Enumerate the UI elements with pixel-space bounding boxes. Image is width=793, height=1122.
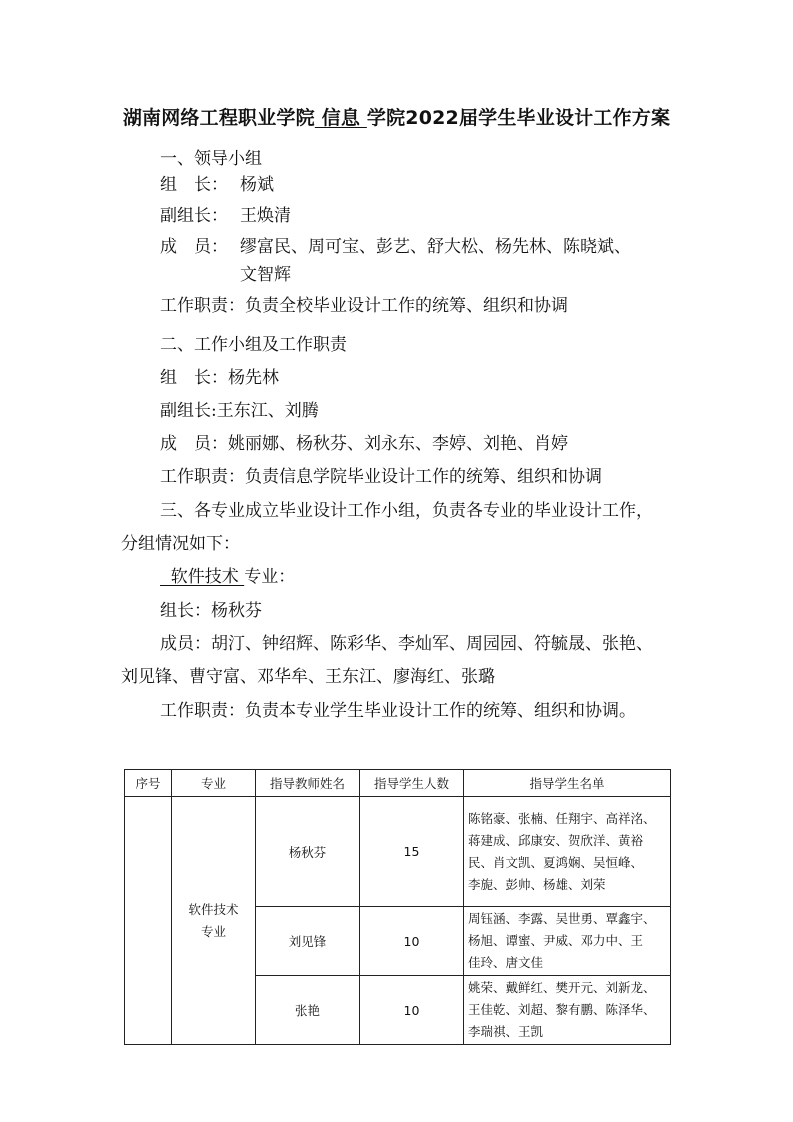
header-major: 专业 bbox=[172, 770, 256, 797]
section3-duty: 工作职责：负责本专业学生毕业设计工作的统筹、组织和协调。 bbox=[160, 701, 636, 721]
header-students: 指导学生名单 bbox=[464, 770, 671, 797]
section3-heading-line1: 三、各专业成立毕业设计工作小组，负责各专业的毕业设计工作， bbox=[160, 501, 653, 521]
section3-major-suffix: 专业： bbox=[244, 567, 296, 587]
table-row bbox=[125, 797, 671, 907]
section3-heading-line2: 分组情况如下： bbox=[121, 534, 240, 554]
section1-heading: 一、领导小组 bbox=[160, 149, 262, 169]
section1-members-line2: 文智辉 bbox=[240, 265, 291, 285]
student-line: 周钰涵、李露、吴世勇、覃鑫宇、 bbox=[468, 911, 656, 926]
students-cell bbox=[464, 976, 671, 1045]
document-title bbox=[0, 103, 793, 130]
student-line: 民、肖文凯、夏鸿娴、吴恒峰、 bbox=[468, 854, 644, 870]
student-line: 姚荣、戴鲜红、樊开元、刘新龙、 bbox=[468, 980, 656, 995]
section3-members-line2: 刘见锋、曹守富、邓华牟、王东江、廖海红、张璐 bbox=[121, 667, 495, 687]
students-cell bbox=[464, 797, 671, 907]
header-count: 指导学生人数 bbox=[360, 770, 464, 797]
student-line: 杨旭、谭蜜、尹威、邓力中、王 bbox=[468, 933, 644, 948]
section1-vice-label: 副组长： bbox=[160, 206, 228, 226]
count-cell: 10 bbox=[360, 976, 464, 1045]
section3-major bbox=[160, 566, 295, 588]
student-line: 佳玲、唐文佳 bbox=[468, 955, 544, 970]
teacher-cell: 刘见锋 bbox=[256, 907, 360, 976]
student-line: 李瑞祺、王凯 bbox=[468, 1024, 544, 1039]
students-cell bbox=[464, 907, 671, 976]
student-line: 蒋建成、邱康安、贺欣洋、黄裕 bbox=[468, 832, 644, 848]
section3-members-line1: 成员：胡汀、钟绍辉、陈彩华、李灿军、周园园、符毓晟、张艳、 bbox=[160, 634, 653, 654]
section1-leader bbox=[160, 174, 274, 196]
section1-duty: 工作职责：负责全校毕业设计工作的统筹、组织和协调 bbox=[160, 296, 568, 316]
student-line: 陈铭豪、张楠、任翔宇、高祥洺、 bbox=[468, 810, 656, 826]
section1-members bbox=[160, 236, 631, 258]
index-cell bbox=[125, 797, 172, 1045]
section2-duty: 工作职责：负责信息学院毕业设计工作的统筹、组织和协调 bbox=[160, 467, 602, 487]
section2-vice: 副组长:王东江、刘腾 bbox=[160, 401, 319, 421]
section1-leader-label: 组 长： bbox=[160, 175, 228, 195]
teacher-cell: 杨秋芬 bbox=[256, 797, 360, 907]
section1-vice-name: 王焕清 bbox=[240, 206, 291, 226]
count-cell: 10 bbox=[360, 907, 464, 976]
title-suffix: 学院2022届学生毕业设计工作方案 bbox=[366, 107, 671, 129]
table-header-row bbox=[125, 770, 671, 797]
title-prefix: 湖南网络工程职业学院 bbox=[122, 107, 315, 129]
count-cell: 15 bbox=[360, 797, 464, 907]
section1-members-line1: 缪富民、周可宝、彭艺、舒大松、杨先林、陈晓斌、 bbox=[240, 237, 631, 257]
section1-vice bbox=[160, 205, 291, 227]
major-name: 软件技术专业 bbox=[188, 901, 239, 939]
section3-leader: 组长：杨秋芬 bbox=[160, 601, 262, 621]
header-index: 序号 bbox=[125, 770, 172, 797]
student-line: 李旎、彭帅、杨雄、刘荣 bbox=[468, 876, 606, 892]
major-cell bbox=[172, 797, 256, 1045]
title-school-name: 信息 bbox=[314, 107, 367, 129]
header-teacher: 指导教师姓名 bbox=[256, 770, 360, 797]
section2-heading: 二、工作小组及工作职责 bbox=[160, 335, 347, 355]
section2-members: 成 员：姚丽娜、杨秋芬、刘永东、李婷、刘艳、肖婷 bbox=[160, 434, 568, 454]
teacher-assignment-table bbox=[124, 769, 671, 1045]
section1-members-label: 成 员： bbox=[160, 237, 228, 257]
section1-leader-name: 杨斌 bbox=[240, 175, 274, 195]
teacher-cell: 张艳 bbox=[256, 976, 360, 1045]
student-line: 王佳乾、刘超、黎有鹏、陈泽华、 bbox=[468, 1002, 656, 1017]
section2-leader: 组 长：杨先林 bbox=[160, 368, 279, 388]
section3-major-name: 软件技术 bbox=[160, 567, 245, 587]
